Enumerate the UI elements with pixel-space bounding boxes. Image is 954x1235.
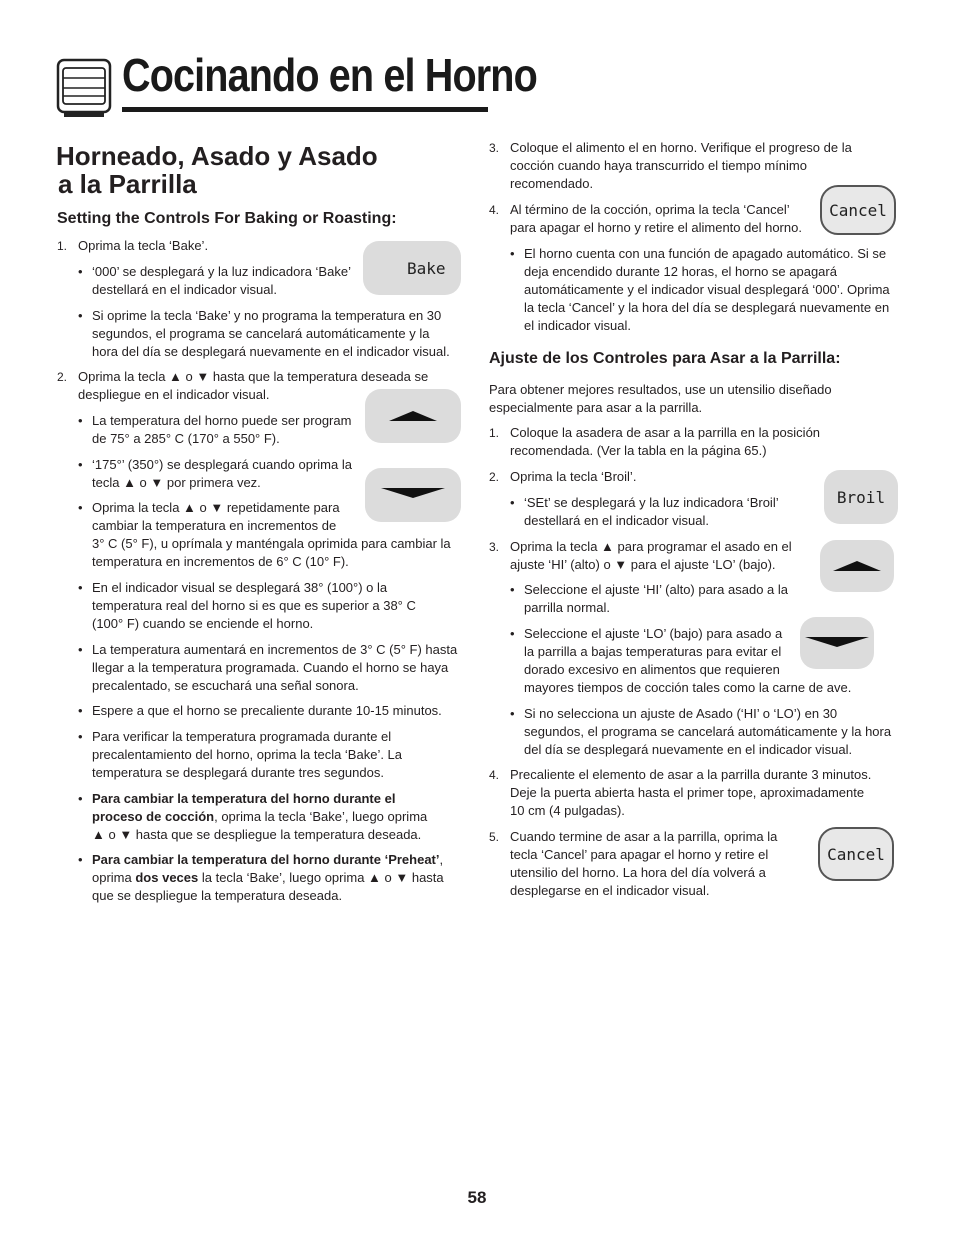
bullet-item: • Para cambiar la temperatura del horno durante ‘Preheat’, oprima dos veces la tecla ‘Bake’, luego oprima ▲ o ▼ hasta que se despliegue la temperatura deseada.: [92, 851, 444, 905]
broil-key-label: Broil: [836, 488, 886, 507]
intro-text: Para obtener mejores resultados, use un utensilio diseñado especialmente para asar a la parrilla.: [489, 382, 832, 415]
step-number: 3.: [489, 540, 500, 554]
bake-key-label: Bake: [407, 259, 446, 278]
cancel-key[interactable]: [818, 827, 894, 881]
page-number: 58: [467, 1188, 487, 1207]
step-text: Oprima la tecla ‘Broil’.: [510, 469, 637, 484]
step-number: 4.: [489, 768, 500, 782]
up-arrow-key[interactable]: [365, 389, 461, 443]
oven-icon: [56, 58, 112, 120]
bullet-item: • Si oprime la tecla ‘Bake’ y no programa la temperatura en 30 segundos, el programa se cancelará automáticamente y la hora del día se desplegará nuevamente en el indicador visual.: [92, 307, 450, 361]
bullet-item: • Para cambiar la temperatura del horno durante el proceso de cocción, oprima la tecla ‘Bake’, luego oprima ▲ o ▼ hasta que se despliegue la temperatura deseada.: [92, 790, 427, 844]
broil-subheading: Ajuste de los Controles para Asar a la Parrilla:: [489, 350, 841, 367]
step-number: 1.: [489, 426, 500, 440]
title-underline: [122, 107, 488, 112]
up-arrow-icon: [389, 411, 437, 421]
page-title: Cocinando en el Horno: [122, 49, 537, 101]
broil-key[interactable]: [824, 470, 898, 524]
bullet-item: • Espere a que el horno se precaliente durante 10-15 minutos.: [92, 702, 442, 720]
bullet-item: • Para verificar la temperatura programada durante el precalentamiento del horno, oprima la tecla ‘Bake’. La temperatura se desplegará durante tres segundos.: [92, 728, 402, 782]
bullet-item: • Oprima la tecla ▲ o ▼ repetidamente para cambiar la temperatura en incrementos de 3° C (5° F), u oprímala y manténgala oprimida para cambiar la temperatura en incrementos de 6° C (10° F).: [92, 499, 451, 571]
bake-key[interactable]: [363, 241, 461, 295]
cancel-key-label: Cancel: [829, 200, 887, 220]
step-number: 1.: [57, 239, 68, 253]
bullet-item: • ‘000’ se desplegará y la luz indicadora ‘Bake’ destellará en el indicador visual.: [92, 263, 351, 299]
step-text: Cuando termine de asar a la parrilla, oprima la tecla ‘Cancel’ para apagar el horno y retire el utensilio del horno. La hora del día volverá a desplegarse en el indicador visual.: [510, 829, 778, 898]
cancel-key-label: Cancel: [827, 844, 885, 864]
step-text: Coloque la asadera de asar a la parrilla en la posición recomendada. (Ver la tabla en la página 65.): [510, 425, 821, 458]
step-number: 5.: [489, 830, 500, 844]
step-text: Oprima la tecla ‘Bake’.: [78, 238, 209, 253]
step-number: 2.: [57, 370, 68, 384]
section-title: Horneado, Asado y Asado a la Parrilla: [56, 141, 378, 199]
bullet-item: • ‘SEt’ se desplegará y la luz indicadora ‘Broil’ destellará en el indicador visual.: [524, 494, 779, 530]
step-number: 3.: [489, 141, 500, 155]
bullet-item: • Seleccione el ajuste ‘LO’ (bajo) para asado a la parrilla a bajas temperaturas para evitar el dorado excesivo en alimentos que requieren mayores tiempos de cocción tales como la carne de ave.: [524, 625, 851, 697]
down-arrow-icon: [381, 488, 445, 498]
down-arrow-key[interactable]: [365, 468, 461, 522]
step-text: Al término de la cocción, oprima la tecla ‘Cancel’ para apagar el horno y retire el alimento del horno.: [510, 202, 802, 235]
step-number: 4.: [489, 203, 500, 217]
cancel-key[interactable]: [820, 185, 896, 235]
down-arrow-icon: [805, 637, 869, 647]
step-text: Oprima la tecla ▲ para programar el asado en el ajuste ‘HI’ (alto) o ▼ para el ajuste ‘LO’ (bajo).: [510, 539, 792, 572]
bullet-item: • El horno cuenta con una función de apagado automático. Si se deja encendido durante 12 horas, el horno se apagará automáticamente y el indicador visual desplegará ‘000’. Oprima la tecla ‘Cancel’ y la hora del día se desplegará nuevamente en el indicador visual.: [524, 245, 890, 335]
bullet-item: • Si no selecciona un ajuste de Asado (‘HI’ o ‘LO’) en 30 segundos, el programa se cancelará automáticamente y la hora del día se desplegará nuevamente en el indicador visual.: [524, 705, 891, 759]
step-number: 2.: [489, 470, 500, 484]
bullet-item: • ‘175°’ (350°) se desplegará cuando oprima la tecla ▲ o ▼ por primera vez.: [92, 456, 352, 492]
bullet-item: • En el indicador visual se desplegará 38° (100°) o la temperatura real del horno si es que es superior a 38° C (100° F) cuando se enciende el horno.: [92, 579, 416, 633]
bullet-item: • La temperatura del horno puede ser program de 75° a 285° C (170° a 550° F).: [92, 412, 351, 448]
up-arrow-key[interactable]: [820, 540, 894, 592]
bullet-item: • La temperatura aumentará en incrementos de 3° C (5° F) hasta llegar a la temperatura programada. Cuando el horno se haya precalentado, se escuchará una señal sonora.: [92, 641, 457, 695]
step-text: Coloque el alimento el en horno. Verifique el progreso de la cocción cuando haya transcurrido el tiempo mínimo recomendado.: [510, 140, 852, 191]
up-arrow-icon: [833, 561, 881, 571]
bullet-item: • Seleccione el ajuste ‘HI’ (alto) para asado a la parrilla normal.: [524, 581, 792, 617]
down-arrow-key[interactable]: [800, 617, 874, 669]
step-text: Oprima la tecla ▲ o ▼ hasta que la temperatura deseada se despliegue en el indicador visual.: [78, 369, 429, 402]
baking-subheading: Setting the Controls For Baking or Roasting:: [57, 210, 397, 227]
step-text: Precaliente el elemento de asar a la parrilla durante 3 minutos. Deje la puerta abierta hasta el primer tope, aproximadamente 10 cm (4 pulgadas).: [510, 767, 872, 818]
